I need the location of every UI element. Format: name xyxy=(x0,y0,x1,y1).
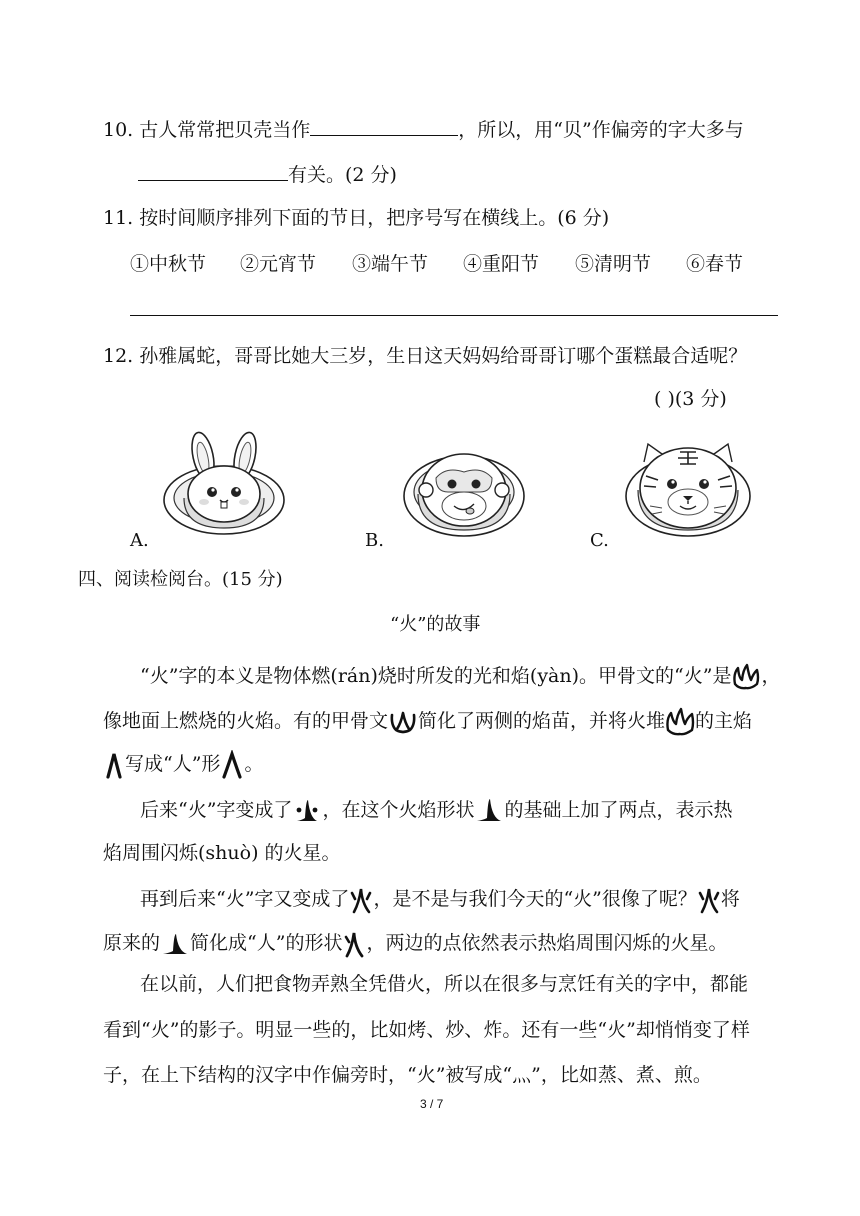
q11-option-3: ③端午节 xyxy=(352,253,429,275)
p3-line2-c: ，两边的点依然表示热焰周围闪烁的火星。 xyxy=(366,932,728,954)
person-shape-icon-2 xyxy=(342,929,366,959)
p1-line2 xyxy=(103,707,752,737)
oracle-fire-icon xyxy=(731,662,761,692)
rabbit-cake-icon[interactable] xyxy=(160,428,288,540)
bronze-fire-with-dots-icon xyxy=(292,796,322,826)
q11-option-6: ⑥春节 xyxy=(686,253,744,275)
p2-line1 xyxy=(140,796,732,826)
seal-fire-icon xyxy=(349,885,373,915)
q10-line2 xyxy=(138,160,397,188)
p2-line1-b: ，在这个火焰形状 xyxy=(322,799,475,821)
passage-title: “火”的故事 xyxy=(390,614,481,635)
seal-fire-icon-2 xyxy=(697,885,721,915)
p1-line1 xyxy=(140,662,780,692)
p3-line1-c: 将 xyxy=(720,888,740,910)
choice-a[interactable]: A. xyxy=(130,530,149,551)
q11-option-4: ④重阳节 xyxy=(463,253,540,275)
q12-answer-bracket[interactable]: ( )(3 分) xyxy=(654,388,727,410)
q10-text-c: 有关。(2 分) xyxy=(288,164,397,186)
p1-line3-a: 写成“人”形 xyxy=(125,753,221,775)
main-flame-icon xyxy=(103,750,125,780)
p1-line2-a: 像地面上燃烧的火焰。有的甲骨文 xyxy=(103,710,389,732)
p2-line1-c: 的基础上加了两点，表示热 xyxy=(504,799,733,821)
p2-line1-a: 后来“火”字变成了 xyxy=(140,799,293,821)
p3-line2-b: 简化成“人”的形状 xyxy=(190,932,343,954)
p2-line2: 焰周围闪烁(shuò) 的火星。 xyxy=(103,842,341,864)
page-number: 3 / 7 xyxy=(420,1097,444,1111)
p1-line2-c: 的主焰 xyxy=(695,710,753,732)
q10-blank-1[interactable] xyxy=(310,115,458,136)
p3-line2-a: 原来的 xyxy=(103,932,161,954)
q11-question: 11. 按时间顺序排列下面的节日，把序号写在横线上。(6 分) xyxy=(103,207,610,229)
p1-line3-b: 。 xyxy=(244,753,264,775)
p1-line2-b: 简化了两侧的焰苗，并将火堆 xyxy=(418,710,666,732)
q10-text-a: 10. 古人常常把贝壳当作 xyxy=(103,119,311,141)
oracle-fire-pile-icon xyxy=(665,707,695,737)
p4-line1: 在以前，人们把食物弄熟全凭借火，所以在很多与烹饪有关的字中，都能 xyxy=(140,973,749,995)
q11-answer-line[interactable] xyxy=(130,315,778,316)
p4-line2: 看到“火”的影子。明显一些的，比如烤、炒、炸。还有一些“火”却悄悄变了样 xyxy=(103,1019,750,1041)
q11-option-1: ①中秋节 xyxy=(130,253,207,275)
p1-line1-text: “火”字的本义是物体燃(rán)烧时所发的光和焰(yàn)。甲骨文的“火”是 xyxy=(140,665,732,687)
person-shape-icon xyxy=(220,750,244,780)
p3-line1-a: 再到后来“火”字又变成了 xyxy=(140,888,350,910)
q11-option-2: ②元宵节 xyxy=(240,253,317,275)
tiger-cake-icon[interactable] xyxy=(622,430,754,540)
choice-b[interactable]: B. xyxy=(365,530,384,551)
p3-line1-b: ，是不是与我们今天的“火”很像了呢？ xyxy=(373,888,697,910)
p1-line1-end: ， xyxy=(761,665,781,687)
p4-line3: 子，在上下结构的汉字中作偏旁时，“火”被写成“灬”，比如蒸、煮、煎。 xyxy=(103,1064,712,1086)
flame-shape-icon xyxy=(474,796,504,826)
p1-line3 xyxy=(103,750,263,780)
q10-text-b: ，所以，用“贝”作偏旁的字大多与 xyxy=(458,119,744,141)
p3-line2 xyxy=(103,929,727,959)
oracle-fire-simplified-icon xyxy=(388,707,418,737)
q11-option-5: ⑤清明节 xyxy=(575,253,652,275)
q12-question: 12. 孙雅属蛇，哥哥比她大三岁，生日这天妈妈给哥哥订哪个蛋糕最合适呢？ xyxy=(103,345,748,367)
p3-line1 xyxy=(140,885,740,915)
flame-shape-icon-2 xyxy=(160,929,190,959)
section-heading: 四、阅读检阅台。(15 分) xyxy=(78,569,283,590)
q10-line1 xyxy=(103,115,744,143)
q10-blank-2[interactable] xyxy=(138,160,288,181)
choice-c[interactable]: C. xyxy=(590,530,609,551)
monkey-cake-icon[interactable] xyxy=(400,434,528,540)
